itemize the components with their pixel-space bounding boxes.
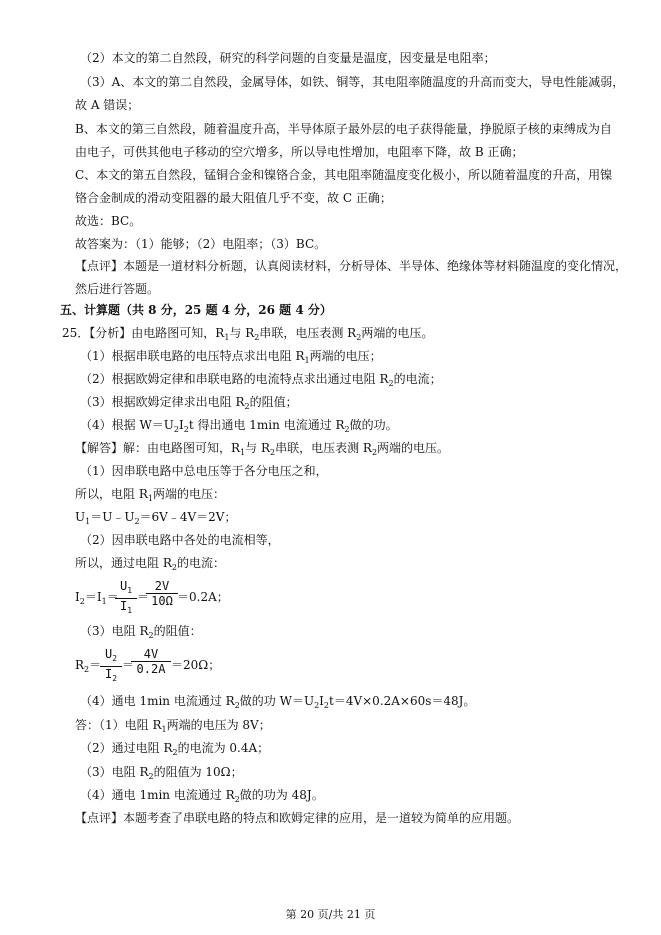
fraction-u2-over-i2: $\frac{U_2}{I_2}$ bbox=[100, 647, 122, 686]
equation-result: ＝20Ω； bbox=[171, 658, 221, 672]
equation-line: $U_1=U﹣U_2=6V﹣4V=2V$； bbox=[75, 510, 237, 526]
text-line: 故答案为：（1）能够；（2）电阻率；（3）BC。 bbox=[75, 237, 327, 251]
fraction-u1-over-i1: $\frac{U_1}{I_1}$ bbox=[115, 579, 137, 618]
commentary-line: 【点评】本题考查了串联电路的特点和欧姆定律的应用，是一道较为简单的应用题。 bbox=[75, 811, 520, 825]
text-line: （4）通电 1min 电流通过 $R_2$做的功 $W=U_2I_2t=4V\times 0.2A\times 60s=48J$。 bbox=[80, 694, 476, 710]
solution-line: 【解答】解：由电路图可知，$R_1$与 $R_2$串联，电压表测 $R_2$两端的电压。 bbox=[75, 441, 450, 457]
answer-line: 答：（1）电阻 $R_1$两端的电压为 8V； bbox=[75, 718, 271, 734]
commentary-line: 【点评】本题是一道材料分析题，认真阅读材料，分析导体、半导体、绝缘体等材料随温度的变化情况， bbox=[75, 259, 628, 273]
text-line: 所以，电阻 $R_1$两端的电压： bbox=[75, 487, 225, 503]
text-line: C、本文的第五自然段，锰铜合金和镍铬合金，其电阻率随温度变化极小，所以随着温度的升高，用镍 bbox=[75, 168, 613, 182]
text-line: 故 A 错误； bbox=[75, 98, 140, 112]
text-line: （1）因串联电路中总电压等于各分电压之和， bbox=[80, 464, 328, 478]
answer-line: （2）通过电阻 $R_2$的电流为 0.4A； bbox=[80, 741, 270, 757]
text-line: 由电子，可供其他电子移动的空穴增多，所以导电性增加，电阻率下降，故 B 正确； bbox=[75, 145, 524, 159]
text-line: （3）A、本文的第二自然段，金属导体，如铁、铜等，其电阻率随温度的升高而变大，导电性能减弱， bbox=[80, 75, 625, 89]
equation-result: ＝0.2A； bbox=[177, 590, 229, 604]
text-line: （2）因串联电路中各处的电流相等， bbox=[80, 533, 280, 547]
text-line: （4）根据 $W=U_2I_2t$ 得出通电 1min 电流通过 $R_2$做的功。 bbox=[80, 418, 398, 434]
text-line: （2）根据欧姆定律和串联电路的电流特点求出通过电阻 $R_2$的电流； bbox=[80, 372, 442, 388]
text-line: 然后进行答题。 bbox=[75, 282, 160, 296]
text-line: B、本文的第三自然段，随着温度升高，半导体原子最外层的电子获得能量，挣脱原子核的束缚成为自 bbox=[75, 122, 612, 136]
page-footer: 第 20 页/共 21 页 bbox=[285, 908, 376, 921]
fraction-4v-over-0.2a: $\frac{4V}{0.2A}$ bbox=[131, 647, 171, 676]
equals-sign: ＝ bbox=[137, 590, 150, 604]
answer-line: （4）通电 1min 电流通过 $R_2$做的功为 48J。 bbox=[80, 788, 324, 804]
equals-sign: ＝ bbox=[122, 658, 135, 672]
answer-line: （3）电阻 $R_2$的阻值为 10Ω； bbox=[80, 765, 243, 781]
text-line: （3）电阻 $R_2$的阻值： bbox=[80, 624, 202, 640]
text-line: 故选：BC。 bbox=[75, 214, 142, 228]
text-line: 所以，通过电阻 $R_2$的电流： bbox=[75, 556, 225, 572]
text-line: （1）根据串联电路的电压特点求出电阻 $R_1$两端的电压； bbox=[80, 349, 382, 365]
text-line: （2）本文的第二自然段，研究的科学问题的自变量是温度，因变量是电阻率； bbox=[80, 51, 496, 65]
equation-lhs: $I_2=I_1=$ bbox=[75, 590, 119, 606]
equation-lhs: $R_2=$ bbox=[75, 658, 102, 674]
section-heading: 五、计算题（共 8 分，25 题 4 分，26 题 4 分） bbox=[60, 303, 332, 317]
text-line: 铬合金制成的滑动变阻器的最大阻值几乎不变，故 C 正确； bbox=[75, 191, 392, 205]
question-25-analysis: 25．【分析】由电路图可知，$R_1$与 $R_2$串联，电压表测 $R_2$两端的电压。 bbox=[62, 326, 434, 342]
fraction-2v-over-10ohm: $\frac{2V}{10\Omega}$ bbox=[146, 579, 178, 608]
text-line: （3）根据欧姆定律求出电阻 $R_2$的阻值； bbox=[80, 395, 298, 411]
